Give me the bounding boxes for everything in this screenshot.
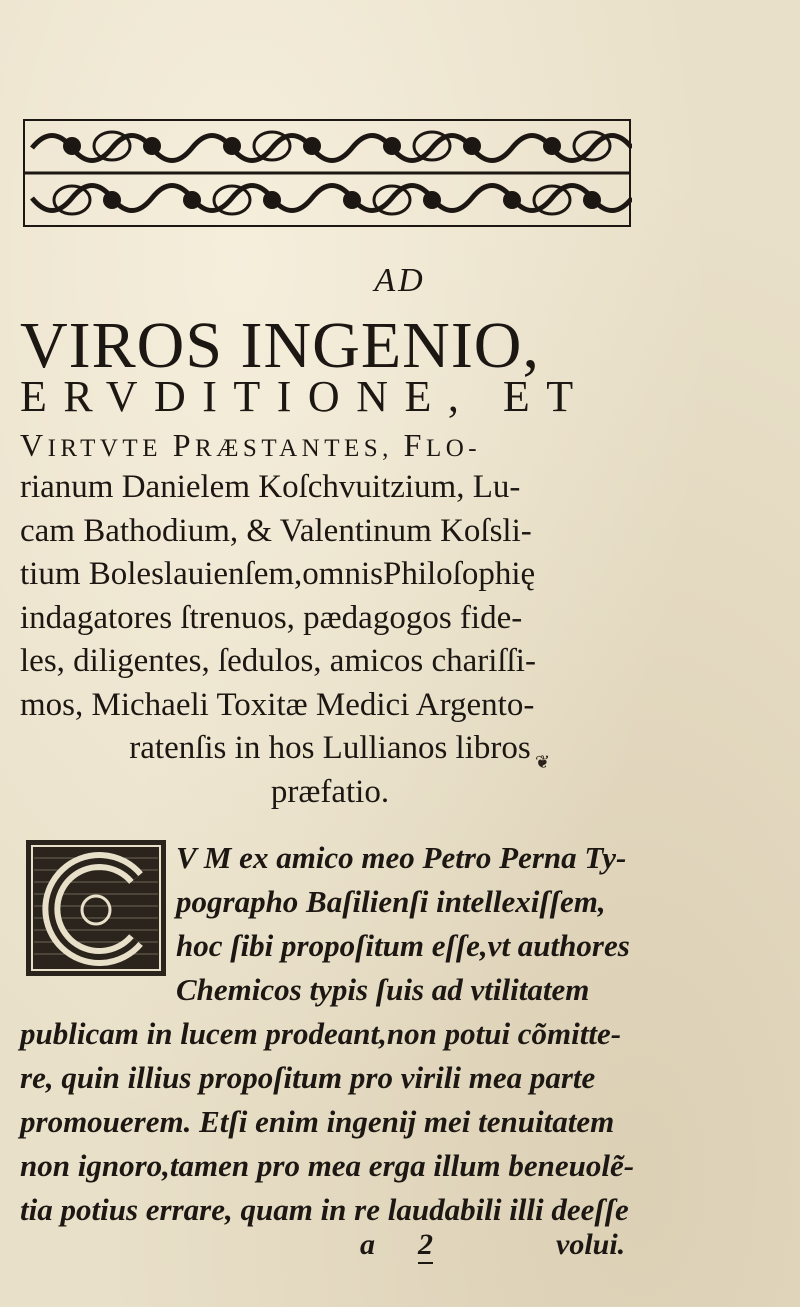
dedication-line: indagatores ſtrenuos, pædagogos fide- xyxy=(20,599,523,636)
letter-body xyxy=(20,836,660,1232)
body-line: re, quin illius propoſitum pro virili mea parte xyxy=(20,1060,596,1095)
body-line: V M ex amico meo Petro Perna Ty- xyxy=(176,840,627,875)
dedication-line: ratenſis in hos Lullianos libros xyxy=(129,730,531,766)
cap-f: F xyxy=(403,427,426,463)
dedication-line: præfatio. xyxy=(270,773,390,810)
smallcaps-raestantes: RÆSTANTES, xyxy=(195,435,404,462)
dedication-paragraph xyxy=(20,466,660,814)
body-line: publicam in lucem prodeant,non potui cõmitte- xyxy=(20,1016,622,1051)
cap-p: P xyxy=(172,427,196,463)
body-line: hoc ſibi propoſitum eſſe,vt authores xyxy=(176,928,630,963)
dedication-line: cam Bathodium, & Valentinum Koſsli- xyxy=(20,512,532,549)
body-line: tia potius errare, quam in re laudabili illi deeſſe xyxy=(20,1192,629,1227)
dedication-line: mos, Michaeli Toxitæ Medici Argento- xyxy=(20,686,535,723)
dedication-line: rianum Danielem Koſchvuitzium, Lu- xyxy=(20,469,521,505)
dedication-line: tium Boleslauienſem,omnisPhiloſophię xyxy=(20,556,536,592)
smallcaps-lo: LO- xyxy=(425,435,482,462)
signature-number: 2 xyxy=(418,1228,433,1264)
catchword: volui. xyxy=(556,1228,626,1261)
smallcaps-irtvte: IRTVTE xyxy=(47,435,173,462)
foliate-headpiece-ornament xyxy=(22,118,632,228)
body-line: pographo Baſilienſi intellexiſſem, xyxy=(176,884,606,919)
body-line: Chemicos typis ſuis ad vtilitatem xyxy=(176,972,590,1007)
printer-mark-icon: ❦ xyxy=(535,752,551,772)
heading-line-1: VIROS INGENIO, xyxy=(20,309,540,382)
dedication-line: les, diligentes, ſedulos, amicos chariſſi- xyxy=(20,643,536,679)
heading-ad: AD xyxy=(374,262,426,299)
body-line: promouerem. Etſi enim ingenij mei tenuitatem xyxy=(20,1104,615,1139)
heading-line-3 xyxy=(20,425,660,469)
signature-mark: a xyxy=(360,1228,375,1261)
body-line: non ignoro,tamen pro mea erga illum beneuolẽ- xyxy=(20,1148,635,1183)
heading-line-2: ERVDITIONE, ET xyxy=(20,372,590,421)
cap-v: V xyxy=(20,427,48,463)
